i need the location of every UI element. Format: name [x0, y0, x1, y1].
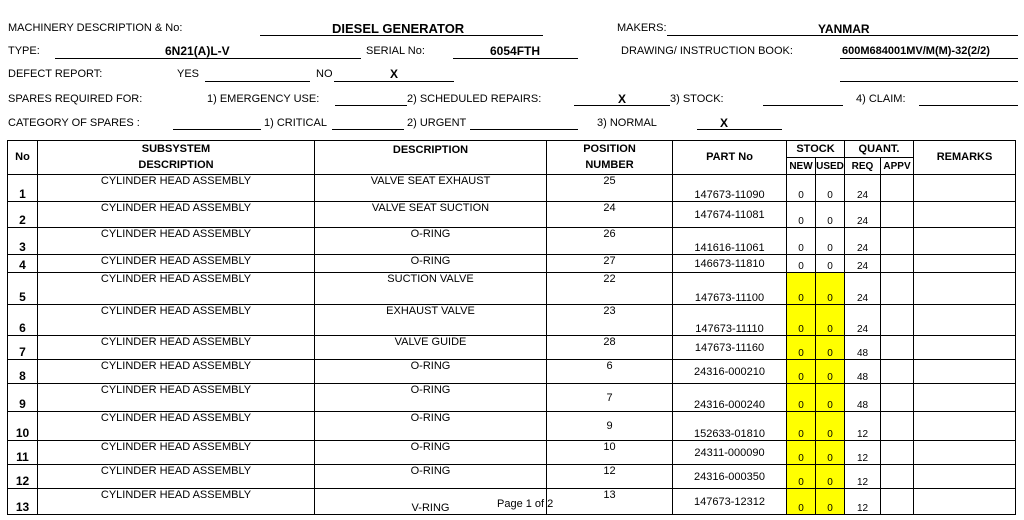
- scheduled-mark[interactable]: X: [618, 92, 627, 106]
- serial-label: SERIAL No:: [366, 45, 425, 57]
- cell-stock-new: 0: [787, 489, 816, 515]
- cell-remarks[interactable]: [914, 202, 1016, 228]
- cell-remarks[interactable]: [914, 489, 1016, 515]
- col-header-req: REQ: [845, 158, 881, 175]
- cell-description: VALVE SEAT SUCTION: [315, 202, 547, 228]
- cell-quant-req: 24: [845, 202, 881, 228]
- cell-stock-used: 0: [816, 489, 845, 515]
- cell-remarks[interactable]: [914, 175, 1016, 202]
- cell-stock-new: 0: [787, 441, 816, 465]
- cell-part-no: 24311-000090: [673, 441, 787, 465]
- cell-description: SUCTION VALVE: [315, 273, 547, 305]
- cell-quant-req: 24: [845, 175, 881, 202]
- cell-quant-appv[interactable]: [881, 412, 914, 441]
- row-number: 10: [8, 412, 38, 441]
- normal-mark[interactable]: X: [720, 116, 729, 130]
- cell-quant-req: 24: [845, 305, 881, 336]
- cell-position: 23: [547, 305, 673, 336]
- cell-position: 13: [547, 489, 673, 515]
- cell-stock-new: 0: [787, 228, 816, 255]
- cell-part-no: 147673-12312: [673, 489, 787, 515]
- cell-description: O-RING: [315, 255, 547, 273]
- emergency-label: 1) EMERGENCY USE:: [207, 93, 320, 105]
- page-indicator: Page 1 of 2: [497, 498, 554, 510]
- cell-subsystem: CYLINDER HEAD ASSEMBLY: [38, 255, 315, 273]
- cell-stock-used: 0: [816, 305, 845, 336]
- col-header-appv: APPV: [881, 158, 914, 175]
- emergency-underline[interactable]: [335, 105, 407, 106]
- table-row: [8, 228, 1016, 255]
- table-row: [8, 360, 1016, 384]
- scheduled-underline: [574, 105, 670, 106]
- cell-remarks[interactable]: [914, 305, 1016, 336]
- no-underline: [334, 81, 454, 82]
- cell-position: 27: [547, 255, 673, 273]
- makers-label: MAKERS:: [617, 22, 667, 34]
- cell-position: 24: [547, 202, 673, 228]
- stock-underline[interactable]: [763, 105, 843, 106]
- cell-remarks[interactable]: [914, 228, 1016, 255]
- cell-subsystem: CYLINDER HEAD ASSEMBLY: [38, 336, 315, 360]
- cell-position: 7: [547, 384, 673, 412]
- no-mark[interactable]: X: [390, 67, 399, 81]
- cell-quant-req: 24: [845, 228, 881, 255]
- cell-subsystem: CYLINDER HEAD ASSEMBLY: [38, 305, 315, 336]
- cell-remarks[interactable]: [914, 255, 1016, 273]
- spares-table: [7, 140, 1016, 515]
- cell-description: O-RING: [315, 412, 547, 441]
- cell-part-no: 147673-11110: [673, 305, 787, 336]
- row-number: 2: [8, 202, 38, 228]
- machinery-value[interactable]: DIESEL GENERATOR: [332, 21, 465, 36]
- spares-label: SPARES REQUIRED FOR:: [8, 93, 143, 105]
- table-row: [8, 175, 1016, 202]
- row-number: 8: [8, 360, 38, 384]
- cell-quant-appv[interactable]: [881, 305, 914, 336]
- cell-part-no: 24316-000350: [673, 465, 787, 489]
- cell-quant-req: 12: [845, 412, 881, 441]
- col-header-remarks: REMARKS: [914, 141, 1016, 175]
- urgent-underline[interactable]: [470, 129, 578, 130]
- cell-stock-used: 0: [816, 441, 845, 465]
- row-number: 11: [8, 441, 38, 465]
- cell-quant-appv[interactable]: [881, 255, 914, 273]
- cell-quant-req: 24: [845, 273, 881, 305]
- row-number: 6: [8, 305, 38, 336]
- cell-quant-req: 48: [845, 384, 881, 412]
- table-row: [8, 384, 1016, 412]
- stock-label: 3) STOCK:: [670, 93, 724, 105]
- critical-label: 1) CRITICAL: [264, 117, 327, 129]
- drawing-value[interactable]: 600M684001MV/M(M)-32(2/2): [842, 45, 990, 57]
- cell-stock-used: 0: [816, 202, 845, 228]
- cell-remarks[interactable]: [914, 336, 1016, 360]
- category-label: CATEGORY OF SPARES :: [8, 117, 140, 129]
- cell-subsystem: CYLINDER HEAD ASSEMBLY: [38, 489, 315, 515]
- col-header-subsystem-desc: DESCRIPTION: [38, 158, 315, 175]
- cell-position: 12: [547, 465, 673, 489]
- cell-stock-used: 0: [816, 273, 845, 305]
- row-number: 1: [8, 175, 38, 202]
- claim-underline[interactable]: [919, 105, 1018, 106]
- no-label: NO: [316, 68, 333, 80]
- table-body: [8, 175, 1016, 515]
- cell-description: VALVE SEAT EXHAUST: [315, 175, 547, 202]
- row-number: 13: [8, 489, 38, 515]
- cell-subsystem: CYLINDER HEAD ASSEMBLY: [38, 175, 315, 202]
- cell-stock-used: 0: [816, 255, 845, 273]
- cell-stock-new: 0: [787, 384, 816, 412]
- table-row: [8, 273, 1016, 305]
- cell-stock-used: 0: [816, 360, 845, 384]
- table-row: [8, 255, 1016, 273]
- cell-stock-new: 0: [787, 175, 816, 202]
- normal-label: 3) NORMAL: [597, 117, 657, 129]
- cell-quant-appv[interactable]: [881, 384, 914, 412]
- type-value[interactable]: 6N21(A)L-V: [165, 44, 230, 58]
- cell-subsystem: CYLINDER HEAD ASSEMBLY: [38, 412, 315, 441]
- yes-label: YES: [177, 68, 200, 80]
- cell-remarks[interactable]: [914, 273, 1016, 305]
- cell-part-no: 141616-11061: [673, 228, 787, 255]
- cell-stock-new: 0: [787, 336, 816, 360]
- col-header-new: NEW: [787, 158, 816, 175]
- cell-stock-used: 0: [816, 175, 845, 202]
- normal-underline: [697, 129, 782, 130]
- defect-label: DEFECT REPORT:: [8, 68, 103, 80]
- row-number: 4: [8, 255, 38, 273]
- cell-part-no: 147673-11090: [673, 175, 787, 202]
- col-header-no: No: [8, 141, 38, 175]
- cell-part-no: 146673-11810: [673, 255, 787, 273]
- claim-label: 4) CLAIM:: [856, 93, 906, 105]
- col-header-position-number: NUMBER: [547, 158, 673, 175]
- cell-description: O-RING: [315, 228, 547, 255]
- cell-subsystem: CYLINDER HEAD ASSEMBLY: [38, 202, 315, 228]
- col-header-stock: STOCK: [787, 141, 845, 158]
- cell-part-no: 147673-11160: [673, 336, 787, 360]
- cell-part-no: 24316-000240: [673, 384, 787, 412]
- cell-remarks[interactable]: [914, 412, 1016, 441]
- cell-quant-req: 48: [845, 336, 881, 360]
- table-row: [8, 305, 1016, 336]
- cell-stock-used: 0: [816, 228, 845, 255]
- cell-description: V-RING: [315, 489, 547, 515]
- col-header-position: POSITION: [547, 141, 673, 158]
- col-header-subsystem: SUBSYSTEM: [38, 141, 315, 158]
- category-underline: [173, 129, 261, 130]
- cell-subsystem: CYLINDER HEAD ASSEMBLY: [38, 465, 315, 489]
- row-number: 3: [8, 228, 38, 255]
- cell-quant-appv[interactable]: [881, 228, 914, 255]
- table-row: [8, 465, 1016, 489]
- cell-description: O-RING: [315, 441, 547, 465]
- blank-underline: [840, 81, 1018, 82]
- yes-underline[interactable]: [205, 81, 310, 82]
- col-header-quant: QUANT.: [845, 141, 914, 158]
- cell-remarks[interactable]: [914, 384, 1016, 412]
- cell-quant-req: 12: [845, 465, 881, 489]
- cell-description: VALVE GUIDE: [315, 336, 547, 360]
- cell-quant-appv[interactable]: [881, 175, 914, 202]
- serial-value[interactable]: 6054FTH: [490, 44, 541, 58]
- table-row: [8, 202, 1016, 228]
- machinery-label: MACHINERY DESCRIPTION & No:: [8, 22, 183, 34]
- cell-part-no: 24316-000210: [673, 360, 787, 384]
- row-number: 9: [8, 384, 38, 412]
- type-label: TYPE:: [8, 45, 40, 57]
- cell-subsystem: CYLINDER HEAD ASSEMBLY: [38, 360, 315, 384]
- cell-quant-appv[interactable]: [881, 360, 914, 384]
- type-underline: [55, 58, 361, 59]
- drawing-underline: [840, 58, 1018, 59]
- cell-stock-new: 0: [787, 360, 816, 384]
- cell-stock-used: 0: [816, 384, 845, 412]
- cell-subsystem: CYLINDER HEAD ASSEMBLY: [38, 273, 315, 305]
- critical-underline[interactable]: [332, 129, 404, 130]
- cell-position: 22: [547, 273, 673, 305]
- cell-subsystem: CYLINDER HEAD ASSEMBLY: [38, 441, 315, 465]
- cell-stock-new: 0: [787, 202, 816, 228]
- cell-quant-appv[interactable]: [881, 441, 914, 465]
- row-number: 7: [8, 336, 38, 360]
- form-header: [0, 0, 1024, 140]
- drawing-label: DRAWING/ INSTRUCTION BOOK:: [621, 45, 793, 57]
- cell-stock-new: 0: [787, 412, 816, 441]
- cell-quant-appv[interactable]: [881, 465, 914, 489]
- cell-position: 10: [547, 441, 673, 465]
- cell-remarks[interactable]: [914, 360, 1016, 384]
- cell-remarks[interactable]: [914, 465, 1016, 489]
- cell-quant-appv[interactable]: [881, 202, 914, 228]
- makers-value[interactable]: YANMAR: [818, 22, 870, 36]
- col-header-used: USED: [816, 158, 845, 175]
- cell-stock-new: 0: [787, 305, 816, 336]
- cell-stock-used: 0: [816, 465, 845, 489]
- cell-stock-new: 0: [787, 465, 816, 489]
- cell-part-no: 147674-11081: [673, 202, 787, 228]
- cell-quant-appv[interactable]: [881, 489, 914, 515]
- row-number: 12: [8, 465, 38, 489]
- cell-quant-req: 12: [845, 489, 881, 515]
- cell-subsystem: CYLINDER HEAD ASSEMBLY: [38, 384, 315, 412]
- cell-stock-used: 0: [816, 412, 845, 441]
- cell-description: O-RING: [315, 384, 547, 412]
- machinery-underline: [260, 35, 543, 36]
- cell-remarks[interactable]: [914, 441, 1016, 465]
- scheduled-label: 2) SCHEDULED REPAIRS:: [407, 93, 542, 105]
- cell-position: 25: [547, 175, 673, 202]
- cell-stock-new: 0: [787, 255, 816, 273]
- cell-description: O-RING: [315, 465, 547, 489]
- cell-quant-req: 48: [845, 360, 881, 384]
- cell-part-no: 152633-01810: [673, 412, 787, 441]
- cell-description: O-RING: [315, 360, 547, 384]
- cell-position: 6: [547, 360, 673, 384]
- makers-underline: [667, 35, 1018, 36]
- cell-quant-appv[interactable]: [881, 336, 914, 360]
- cell-quant-appv[interactable]: [881, 273, 914, 305]
- cell-description: EXHAUST VALVE: [315, 305, 547, 336]
- table-row: [8, 412, 1016, 441]
- cell-stock-new: 0: [787, 273, 816, 305]
- table-row: [8, 441, 1016, 465]
- cell-subsystem: CYLINDER HEAD ASSEMBLY: [38, 228, 315, 255]
- cell-position: 28: [547, 336, 673, 360]
- table-row: [8, 336, 1016, 360]
- cell-stock-used: 0: [816, 336, 845, 360]
- cell-quant-req: 24: [845, 255, 881, 273]
- urgent-label: 2) URGENT: [407, 117, 467, 129]
- cell-quant-req: 12: [845, 441, 881, 465]
- col-header-description: DESCRIPTION: [315, 141, 547, 175]
- row-number: 5: [8, 273, 38, 305]
- col-header-part-no: PART No: [673, 141, 787, 175]
- cell-position: 9: [547, 412, 673, 441]
- cell-position: 26: [547, 228, 673, 255]
- cell-part-no: 147673-11100: [673, 273, 787, 305]
- serial-underline: [453, 58, 578, 59]
